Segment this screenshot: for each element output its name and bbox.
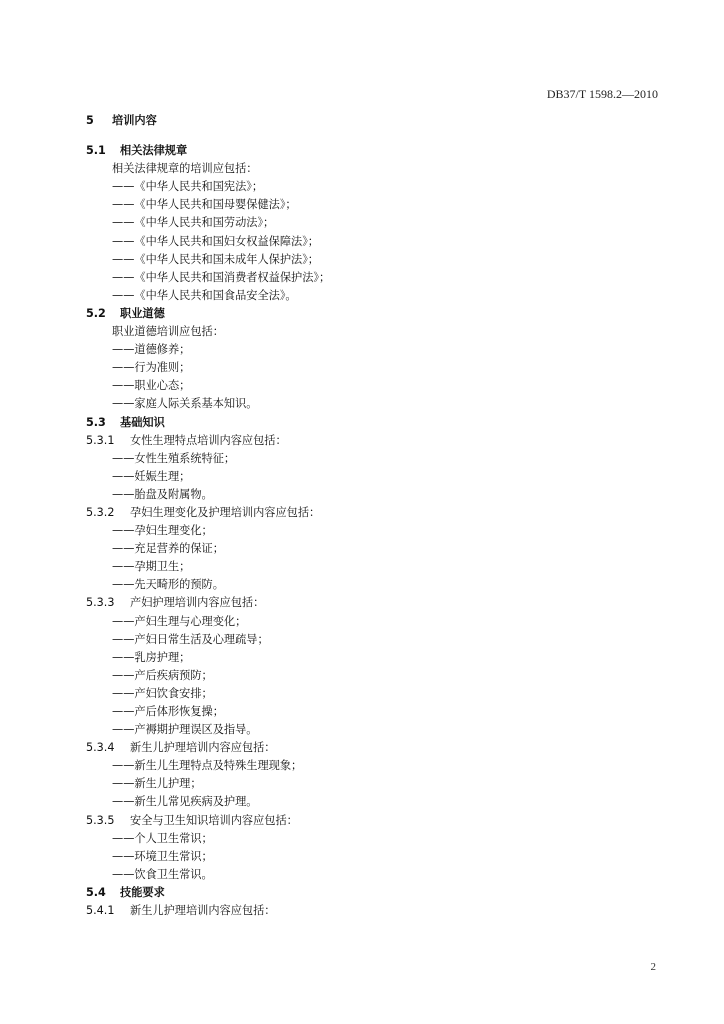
list-item: ——《中华人民共和国宪法》； xyxy=(112,180,264,194)
heading-title: 新生儿护理培训内容应包括： xyxy=(130,741,276,755)
list-item: ——新生儿生理特点及特殊生理现象； xyxy=(112,759,303,773)
list-item: ——道德修养； xyxy=(112,343,191,357)
heading-number: 5.4.1 xyxy=(86,904,115,918)
list-item: ——个人卫生常识； xyxy=(112,831,213,845)
list-item: ——先天畸形的预防。 xyxy=(112,578,224,592)
list-item: ——产后体形恢复操； xyxy=(112,705,224,718)
list-item: ——孕期卫生； xyxy=(112,560,191,574)
list-item: ——环境卫生常识； xyxy=(112,849,213,863)
heading-number: 5.1 xyxy=(86,144,106,158)
heading-number: 5.3.5 xyxy=(86,813,115,827)
heading-number: 5.3.3 xyxy=(86,596,115,610)
list-item: ——胎盘及附属物。 xyxy=(112,487,213,501)
list-item: ——新生儿护理； xyxy=(112,777,202,791)
list-item: ——饮食卫生常识。 xyxy=(112,867,213,881)
list-item: ——《中华人民共和国未成年人保护法》； xyxy=(112,252,319,266)
heading-title: 技能要求 xyxy=(120,885,165,899)
heading-title: 女性生理特点培训内容应包括： xyxy=(130,433,287,447)
list-item: ——《中华人民共和国妇女权益保障法》； xyxy=(112,234,319,248)
page-number: 2 xyxy=(650,961,656,973)
section-heading xyxy=(86,884,666,902)
heading-number: 5.3.2 xyxy=(86,505,115,519)
heading-number: 5 xyxy=(86,114,94,127)
list-item: ——产妇生理与心理变化； xyxy=(112,614,247,628)
list-item: ——《中华人民共和国劳动法》； xyxy=(112,216,275,230)
list-item: ——妊娠生理； xyxy=(112,469,191,483)
list-item: ——产妇日常生活及心理疏导； xyxy=(112,632,269,646)
subsection-heading xyxy=(86,812,666,830)
list-item: ——《中华人民共和国食品安全法》。 xyxy=(112,288,297,302)
heading-number: 5.3.4 xyxy=(86,741,115,755)
list-item: ——产后疾病预防； xyxy=(112,668,213,682)
heading-number: 5.3 xyxy=(86,415,106,429)
intro-paragraph: 职业道德培训应包括： xyxy=(112,325,224,339)
list-item: ——《中华人民共和国母婴保健法》； xyxy=(112,198,297,212)
list-item: ——乳房护理； xyxy=(112,650,191,664)
heading-title: 培训内容 xyxy=(112,114,157,127)
heading-title: 相关法律规章 xyxy=(120,144,188,158)
heading-title: 孕妇生理变化及护理培训内容应包括： xyxy=(130,505,321,519)
section-heading xyxy=(86,142,666,160)
list-item: ——女性生殖系统特征； xyxy=(112,451,236,465)
subsection-heading xyxy=(86,432,666,450)
list-item: ——《中华人民共和国消费者权益保护法》； xyxy=(112,270,331,284)
section-heading xyxy=(86,112,666,130)
subsection-heading xyxy=(86,504,666,522)
list-item: ——家庭人际关系基本知识。 xyxy=(112,397,258,411)
section-heading xyxy=(86,305,666,323)
heading-number: 5.3.1 xyxy=(86,433,115,447)
list-item: ——产妇饮食安排； xyxy=(112,686,213,700)
list-item: ——充足营养的保证； xyxy=(112,542,224,556)
subsection-heading xyxy=(86,594,666,612)
intro-paragraph: 相关法律规章的培训应包括： xyxy=(112,162,258,176)
subsection-heading xyxy=(86,902,666,920)
heading-number: 5.2 xyxy=(86,306,106,320)
subsection-heading xyxy=(86,739,666,757)
section-heading xyxy=(86,414,666,432)
list-item: ——新生儿常见疾病及护理。 xyxy=(112,795,258,809)
heading-number: 5.4 xyxy=(86,885,106,899)
document-code-header: DB37/T 1598.2—2010 xyxy=(546,87,658,101)
heading-title: 产妇护理培训内容应包括： xyxy=(130,596,265,610)
heading-title: 基础知识 xyxy=(120,415,165,429)
document-body xyxy=(86,112,666,920)
heading-title: 安全与卫生知识培训内容应包括： xyxy=(130,813,298,827)
list-item: ——职业心态； xyxy=(112,379,191,393)
list-item: ——产褥期护理误区及指导。 xyxy=(112,723,258,737)
list-item: ——孕妇生理变化； xyxy=(112,524,213,538)
list-item: ——行为准则； xyxy=(112,361,191,375)
heading-title: 职业道德 xyxy=(120,306,165,320)
heading-title: 新生儿护理培训内容应包括： xyxy=(130,904,276,918)
